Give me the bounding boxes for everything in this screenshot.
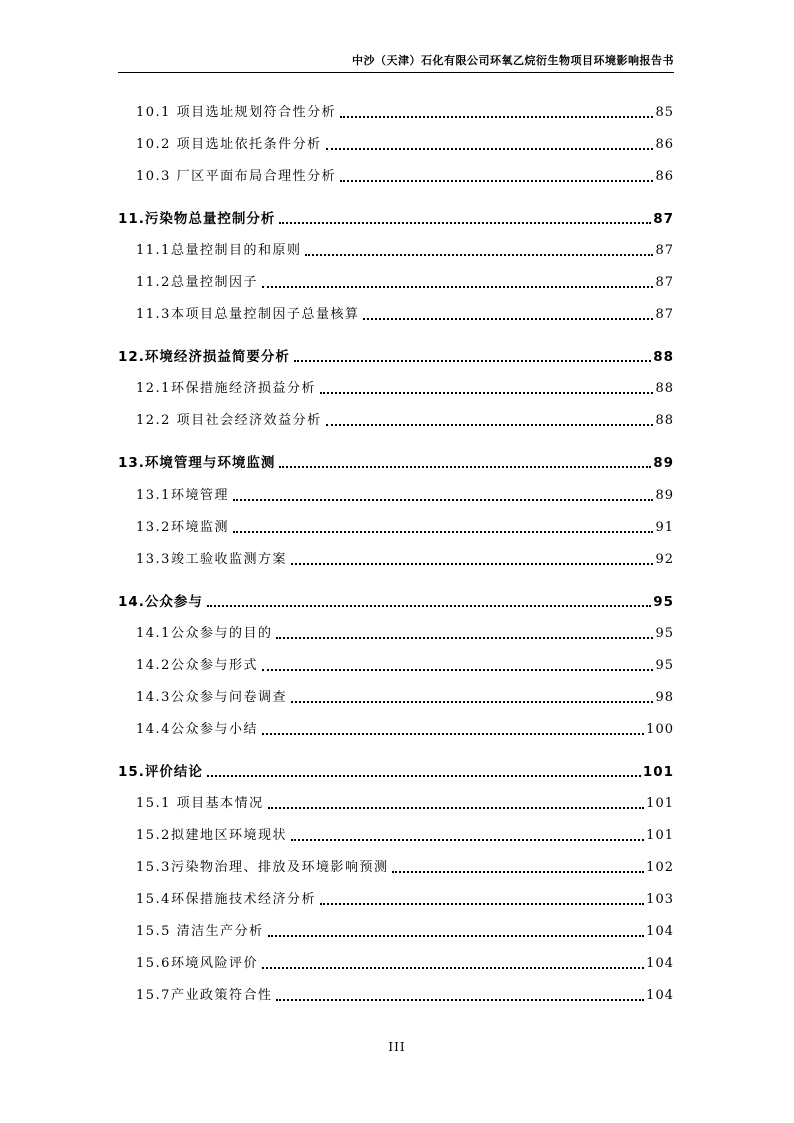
toc-entry-title: 13.2环境监测 — [136, 520, 229, 535]
dot-leader — [207, 605, 651, 607]
toc-entry-page: 86 — [655, 169, 674, 184]
toc-entry-title: 15.5 清洁生产分析 — [136, 924, 264, 939]
dot-leader — [233, 499, 654, 501]
toc-entry-page: 88 — [655, 381, 674, 396]
dot-leader — [276, 637, 653, 639]
toc-section-entry[interactable] — [118, 589, 674, 611]
toc-entry-page: 101 — [646, 796, 674, 811]
toc-subsection-entry[interactable] — [118, 515, 674, 537]
dot-leader — [262, 669, 654, 671]
toc-subsection-entry[interactable] — [118, 132, 674, 154]
dot-leader — [291, 701, 654, 703]
dot-leader — [262, 286, 654, 288]
toc-entry-title: 14.3公众参与问卷调查 — [136, 690, 287, 705]
dot-leader — [268, 935, 645, 937]
dot-leader — [291, 563, 654, 565]
toc-entry-page: 101 — [646, 828, 674, 843]
toc-subsection-entry[interactable] — [118, 483, 674, 505]
toc-entry-page: 87 — [655, 275, 674, 290]
toc-subsection-entry[interactable] — [118, 685, 674, 707]
dot-leader — [291, 839, 644, 841]
toc-entry-page: 87 — [655, 243, 674, 258]
toc-entry-page: 98 — [655, 690, 674, 705]
toc-subsection-entry[interactable] — [118, 408, 674, 430]
toc-entry-page: 87 — [655, 307, 674, 322]
toc-entry-title: 11.3本项目总量控制因子总量核算 — [136, 307, 360, 322]
dot-leader — [294, 360, 651, 362]
toc-subsection-entry[interactable] — [118, 621, 674, 643]
toc-entry-page: 104 — [646, 956, 674, 971]
toc-entry-page: 89 — [655, 488, 674, 503]
running-header: 中沙（天津）石化有限公司环氧乙烷衍生物项目环境影响报告书 — [352, 54, 674, 67]
toc-entry-title: 14.2公众参与形式 — [136, 658, 258, 673]
toc-section-entry[interactable] — [118, 759, 674, 781]
toc-entry-title: 15.7产业政策符合性 — [136, 988, 273, 1003]
toc-subsection-entry[interactable] — [118, 238, 674, 260]
toc-subsection-entry[interactable] — [118, 791, 674, 813]
toc-entry-title: 15.1 项目基本情况 — [136, 796, 264, 811]
dot-leader — [279, 466, 651, 468]
toc-entry-page: 89 — [653, 455, 674, 471]
toc-subsection-entry[interactable] — [118, 302, 674, 324]
dot-leader — [340, 180, 653, 182]
dot-leader — [340, 116, 653, 118]
toc-entry-title: 13.3竣工验收监测方案 — [136, 552, 287, 567]
toc-entry-page: 100 — [646, 722, 674, 737]
toc-subsection-entry[interactable] — [118, 100, 674, 122]
toc-entry-title: 11.2总量控制因子 — [136, 275, 258, 290]
toc-entry-title: 15.评价结论 — [118, 764, 203, 780]
toc-entry-page: 87 — [653, 211, 674, 227]
dot-leader — [262, 967, 644, 969]
dot-leader — [276, 999, 644, 1001]
toc-entry-title: 13.环境管理与环境监测 — [118, 455, 276, 471]
toc-entry-page: 95 — [653, 594, 674, 610]
toc-entry-page: 85 — [655, 105, 674, 120]
dot-leader — [305, 254, 653, 256]
dot-leader — [207, 775, 641, 777]
toc-entry-page: 103 — [646, 892, 674, 907]
toc-subsection-entry[interactable] — [118, 951, 674, 973]
toc-entry-title: 14.公众参与 — [118, 594, 203, 610]
toc-subsection-entry[interactable] — [118, 855, 674, 877]
toc-entry-title: 12.1环保措施经济损益分析 — [136, 381, 316, 396]
toc-subsection-entry[interactable] — [118, 164, 674, 186]
dot-leader — [233, 531, 654, 533]
toc-entry-title: 13.1环境管理 — [136, 488, 229, 503]
toc-entry-title: 15.4环保措施技术经济分析 — [136, 892, 316, 907]
toc-subsection-entry[interactable] — [118, 823, 674, 845]
toc-subsection-entry[interactable] — [118, 919, 674, 941]
toc-entry-title: 12.环境经济损益简要分析 — [118, 349, 290, 365]
dot-leader — [320, 903, 644, 905]
toc-entry-title: 10.1 项目选址规划符合性分析 — [136, 105, 337, 120]
toc-subsection-entry[interactable] — [118, 376, 674, 398]
toc-entry-page: 88 — [653, 349, 674, 365]
dot-leader — [326, 424, 654, 426]
toc-entry-title: 15.3污染物治理、排放及环境影响预测 — [136, 860, 389, 875]
toc-section-entry[interactable] — [118, 450, 674, 472]
dot-leader — [363, 318, 653, 320]
toc-subsection-entry[interactable] — [118, 547, 674, 569]
dot-leader — [279, 222, 651, 224]
toc-entry-title: 12.2 项目社会经济效益分析 — [136, 413, 322, 428]
toc-entry-title: 10.3 厂区平面布局合理性分析 — [136, 169, 337, 184]
toc-subsection-entry[interactable] — [118, 653, 674, 675]
toc-entry-page: 101 — [642, 764, 674, 780]
dot-leader — [392, 871, 644, 873]
toc-entry-page: 86 — [655, 137, 674, 152]
dot-leader — [320, 392, 654, 394]
dot-leader — [326, 148, 654, 150]
toc-entry-title: 11.污染物总量控制分析 — [118, 211, 276, 227]
toc-entry-page: 92 — [655, 552, 674, 567]
toc-entry-title: 14.1公众参与的目的 — [136, 626, 273, 641]
page-number: III — [388, 1040, 406, 1054]
toc-entry-page: 104 — [646, 924, 674, 939]
toc-section-entry[interactable] — [118, 206, 674, 228]
toc-subsection-entry[interactable] — [118, 717, 674, 739]
dot-leader — [262, 733, 644, 735]
toc-entry-page: 91 — [655, 520, 674, 535]
toc-entry-page: 95 — [655, 658, 674, 673]
toc-subsection-entry[interactable] — [118, 983, 674, 1005]
toc-entry-title: 15.2拟建地区环境现状 — [136, 828, 287, 843]
toc-subsection-entry[interactable] — [118, 887, 674, 909]
toc-subsection-entry[interactable] — [118, 270, 674, 292]
toc-entry-page: 102 — [646, 860, 674, 875]
toc-entry-page: 88 — [655, 413, 674, 428]
toc-entry-title: 14.4公众参与小结 — [136, 722, 258, 737]
toc-entry-title: 11.1总量控制目的和原则 — [136, 243, 302, 258]
toc-entry-title: 10.2 项目选址依托条件分析 — [136, 137, 322, 152]
toc-entry-page: 104 — [646, 988, 674, 1003]
toc-section-entry[interactable] — [118, 344, 674, 366]
toc-entry-title: 15.6环境风险评价 — [136, 956, 258, 971]
dot-leader — [268, 807, 645, 809]
toc-entry-page: 95 — [655, 626, 674, 641]
header-rule — [118, 72, 674, 73]
